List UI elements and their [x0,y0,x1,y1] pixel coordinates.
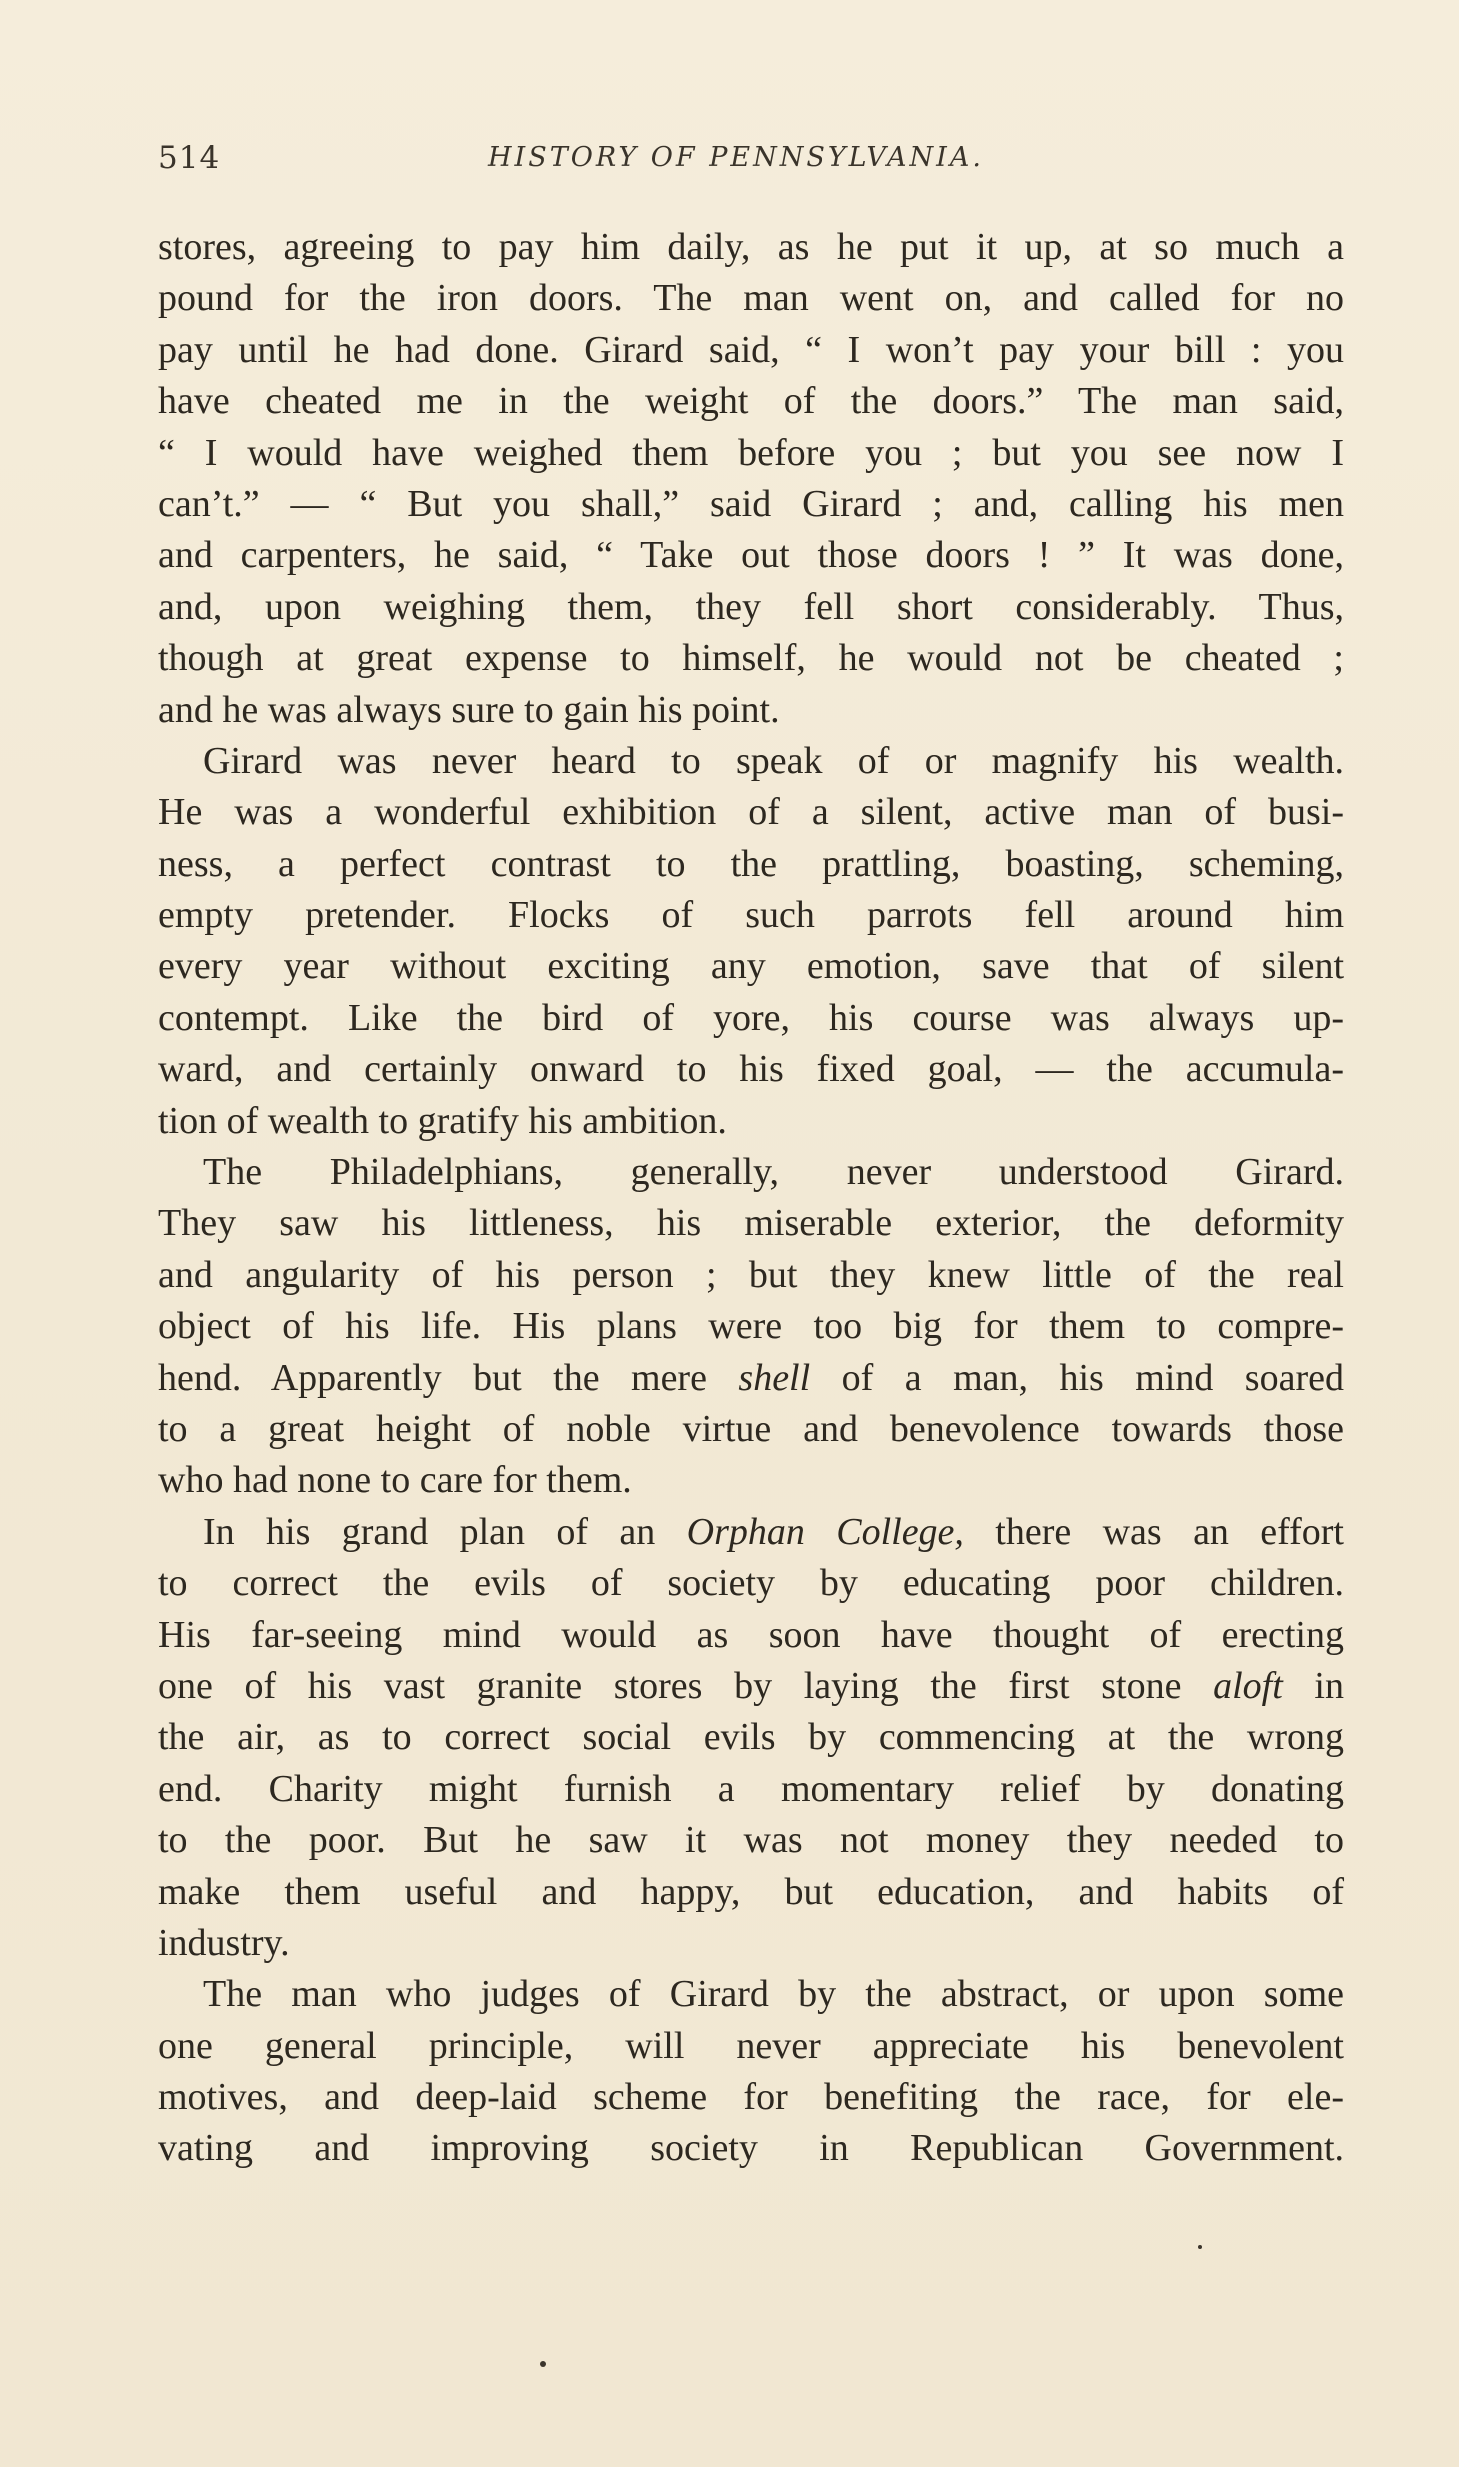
line-text: Girard was never heard to speak of or magnify his wealth. [203,739,1344,782]
text-line [158,1250,1344,1301]
line-text-continued: in [1282,1664,1344,1707]
line-text: end. Charity might furnish a momentary relief by donating [158,1767,1344,1810]
text-line [158,1969,1344,2020]
text-line [158,1867,1344,1918]
text-line [158,428,1344,479]
text-line [158,839,1344,890]
line-text: and, upon weighing them, they fell short considerably. Thus, [158,585,1344,628]
line-text: The Philadelphians, generally, never understood Girard. [203,1151,1344,1194]
text-line [158,1918,1344,1969]
line-text: He was a wonderful exhibition of a silent, active man of busi- [158,791,1344,834]
line-text: empty pretender. Flocks of such parrots fell around him [158,894,1344,937]
line-text-continued: there was an effort [963,1510,1344,1553]
text-line [158,325,1344,376]
text-line [158,376,1344,427]
line-text: the air, as to correct social evils by commencing at the wrong [158,1716,1344,1759]
line-text: one general principle, will never appreciate his benevolent [158,2024,1344,2067]
text-line [158,479,1344,530]
text-line [158,1558,1344,1609]
text-line [158,1301,1344,1352]
page-number: 514 [158,140,221,176]
italic-text: aloft [1213,1664,1283,1707]
line-text: The man who judges of Girard by the abstract, or upon some [203,1973,1344,2016]
line-text: and he was always sure to gain his point. [158,688,780,731]
line-text: In his grand plan of an [203,1510,687,1553]
text-line [158,787,1344,838]
text-line [158,633,1344,684]
text-line [158,1455,1344,1506]
ink-speck [1198,2245,1202,2249]
page-header [158,140,1348,184]
line-text: pound for the iron doors. The man went on, and called for no [158,277,1344,320]
line-text: who had none to care for them. [158,1459,632,1502]
body-text [158,222,1344,2175]
running-title: HISTORY OF PENNSYLVANIA. [488,142,984,173]
text-line [158,941,1344,992]
italic-text: Orphan College, [686,1510,964,1553]
line-text: vating and improving society in Republican Government. [158,2127,1344,2170]
line-text: can’t.” — “ But you shall,” said Girard ; and, calling his men [158,482,1344,525]
text-line [158,530,1344,581]
line-text: They saw his littleness, his miserable exterior, the deformity [158,1202,1344,1245]
text-line [158,2072,1344,2123]
text-line [158,1096,1344,1147]
text-line [158,1764,1344,1815]
text-line [158,1147,1344,1198]
text-line [158,736,1344,787]
line-text: tion of wealth to gratify his ambition. [158,1099,727,1142]
ink-speck [540,2361,546,2367]
line-text: to the poor. But he saw it was not money they needed to [158,1819,1344,1862]
line-text: one of his vast granite stores by laying the first stone [158,1664,1214,1707]
text-line [158,1661,1344,1712]
text-line [158,890,1344,941]
line-text: every year without exciting any emotion, save that of silent [158,945,1344,988]
text-line [158,273,1344,324]
text-line [158,1712,1344,1763]
line-text: ness, a perfect contrast to the prattling, boasting, scheming, [158,842,1344,885]
line-text: “ I would have weighed them before you ; but you see now I [158,431,1344,474]
line-text: to a great height of noble virtue and benevolence towards those [158,1407,1344,1450]
text-line [158,222,1344,273]
text-line [158,1353,1344,1404]
line-text: His far-seeing mind would as soon have thought of erecting [158,1613,1344,1656]
line-text: industry. [158,1921,290,1964]
text-line [158,1044,1344,1095]
text-line [158,1404,1344,1455]
line-text: motives, and deep-laid scheme for benefiting the race, for ele- [158,2076,1344,2119]
line-text: to correct the evils of society by educating poor children. [158,1562,1344,1605]
line-text: pay until he had done. Girard said, “ I won’t pay your bill : you [158,328,1344,371]
text-line [158,993,1344,1044]
line-text: ward, and certainly onward to his fixed goal, — the accumula- [158,1048,1344,1091]
text-line [158,1507,1344,1558]
line-text: have cheated me in the weight of the doors.” The man said, [158,380,1344,423]
text-line [158,2021,1344,2072]
line-text: and angularity of his person ; but they knew little of the real [158,1253,1344,1296]
italic-text: shell [738,1356,811,1399]
text-line [158,2123,1344,2174]
line-text: object of his life. His plans were too big for them to compre- [158,1305,1344,1348]
text-line [158,1610,1344,1661]
line-text: and carpenters, he said, “ Take out those doors ! ” It was done, [158,534,1344,577]
line-text: hend. Apparently but the mere [158,1356,739,1399]
line-text: contempt. Like the bird of yore, his course was always up- [158,996,1344,1039]
line-text: stores, agreeing to pay him daily, as he put it up, at so much a [158,226,1344,268]
text-line [158,1815,1344,1866]
line-text-continued: of a man, his mind soared [810,1356,1344,1399]
text-line [158,1198,1344,1249]
line-text: though at great expense to himself, he would not be cheated ; [158,637,1344,680]
text-line [158,685,1344,736]
line-text: make them useful and happy, but education, and habits of [158,1870,1344,1913]
text-line [158,582,1344,633]
